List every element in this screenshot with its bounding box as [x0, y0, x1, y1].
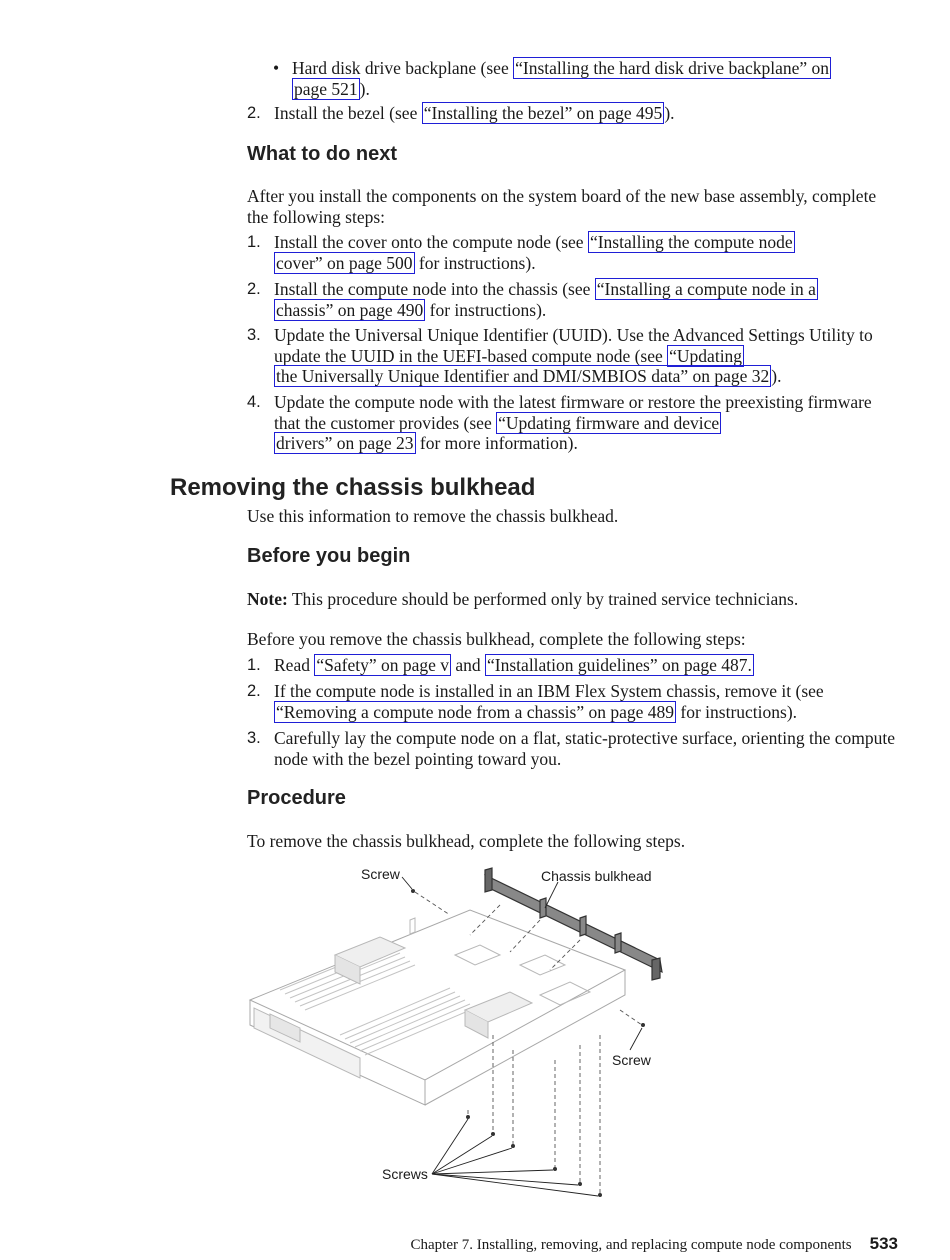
label-screws: Screws: [382, 1166, 428, 1182]
link-updating-firmware-2[interactable]: drivers” on page 23: [276, 433, 414, 453]
top-item-2: [274, 103, 899, 124]
next-step-1-text: Install the cover onto the compute node (see: [274, 232, 588, 252]
next-step-3-post: ).: [771, 366, 782, 386]
bullet-dot: •: [273, 58, 280, 78]
before-step-2-text: If the compute node is installed in an IBM Flex System chassis, remove it (see: [274, 681, 824, 701]
link-safety[interactable]: “Safety” on page v: [316, 655, 449, 675]
link-installation-guidelines[interactable]: “Installation guidelines” on page 487.: [487, 655, 752, 675]
link-installing-cover-2[interactable]: cover” on page 500: [276, 252, 413, 273]
section-title: Removing the chassis bulkhead: [170, 474, 536, 501]
link-installing-node-in-chassis-1[interactable]: “Installing a compute node in a: [596, 279, 816, 299]
link-installing-hdd-backplane[interactable]: “Installing the hard disk drive backplane” on: [515, 58, 830, 78]
next-step-2-text: Install the compute node into the chassis (see: [274, 279, 595, 299]
before-intro: Before you remove the chassis bulkhead, complete the following steps:: [247, 629, 746, 649]
footer-chapter: Chapter 7. Installing, removing, and replacing compute node components: [410, 1237, 852, 1253]
heading-before-you-begin: Before you begin: [247, 545, 411, 567]
link-updating-uuid-2[interactable]: the Universally Unique Identifier and DMI/SMBIOS data” on page 32: [276, 366, 770, 386]
before-step-2-number: 2.: [247, 682, 261, 700]
before-step-3: Carefully lay the compute node on a flat, static-protective surface, orienting the compute node with the bezel pointing toward you.: [274, 728, 896, 769]
heading-procedure: Procedure: [247, 787, 346, 809]
heading-what-to-do-next: What to do next: [247, 143, 397, 165]
link-installing-node-in-chassis-2[interactable]: chassis” on page 490: [276, 299, 424, 320]
next-step-1-post: for instructions).: [414, 252, 536, 273]
bullet-text: Hard disk drive backplane (see: [292, 58, 514, 78]
next-step-4-text: Update the compute node with the latest firmware or restore the preexisting firmware that the customer provides (see: [274, 392, 872, 433]
top-item-2-text: Install the bezel (see: [274, 103, 422, 123]
top-item-2-end: ).: [664, 103, 675, 123]
bullet-item-backplane: [292, 58, 902, 99]
page-number: 533: [869, 1234, 898, 1253]
procedure-intro: To remove the chassis bulkhead, complete the following steps.: [247, 831, 686, 851]
next-step-3-number: 3.: [247, 326, 261, 344]
next-step-4-number: 4.: [247, 393, 261, 411]
link-page-521[interactable]: page 521: [294, 78, 358, 99]
section-description: Use this information to remove the chassis bulkhead.: [247, 506, 619, 526]
note-label: Note:: [247, 589, 288, 609]
compute-node-illustration: [250, 910, 625, 1105]
before-step-1: [274, 655, 899, 676]
before-step-2-post: for instructions).: [676, 701, 798, 722]
bulkhead-part: [485, 868, 662, 980]
link-installing-cover-1[interactable]: “Installing the compute node: [589, 232, 793, 252]
before-step-1-text: Read: [274, 655, 315, 675]
page-footer: [410, 1234, 898, 1256]
next-intro: After you install the components on the system board of the new base assembly, complete the following steps:: [247, 186, 877, 227]
before-step-1-number: 1.: [247, 656, 261, 674]
next-step-1-number: 1.: [247, 233, 261, 251]
next-step-2-post: for instructions).: [425, 299, 547, 320]
before-step-1-mid: and: [451, 655, 486, 675]
next-step-2: [274, 279, 899, 320]
label-screw-right: Screw: [612, 1052, 651, 1068]
before-step-2: [274, 681, 899, 722]
bullet-end: ).: [359, 78, 370, 99]
link-updating-uuid-1[interactable]: “Updating: [669, 345, 743, 366]
next-step-3: [274, 325, 899, 387]
label-chassis-bulkhead: Chassis bulkhead: [541, 868, 652, 884]
link-updating-firmware-1[interactable]: “Updating firmware and device: [498, 412, 720, 433]
label-screw-top: Screw: [361, 866, 400, 882]
next-step-1: [274, 232, 899, 273]
chassis-bulkhead-figure: [240, 860, 680, 1210]
next-step-4: [274, 392, 899, 454]
top-item-2-number: 2.: [247, 104, 261, 122]
next-step-2-number: 2.: [247, 280, 261, 298]
note-text: This procedure should be performed only by trained service technicians.: [287, 589, 799, 609]
link-removing-node-from-chassis[interactable]: “Removing a compute node from a chassis” on page 489: [276, 701, 675, 722]
next-step-3-text: Update the Universal Unique Identifier (UUID). Use the Advanced Settings Utility to update the UUID in the UEFI-based compute node (see: [274, 325, 873, 366]
next-step-4-post: for more information).: [415, 433, 578, 453]
note: [247, 589, 897, 610]
link-installing-bezel[interactable]: “Installing the bezel” on page 495: [423, 103, 663, 123]
before-step-3-number: 3.: [247, 729, 261, 747]
